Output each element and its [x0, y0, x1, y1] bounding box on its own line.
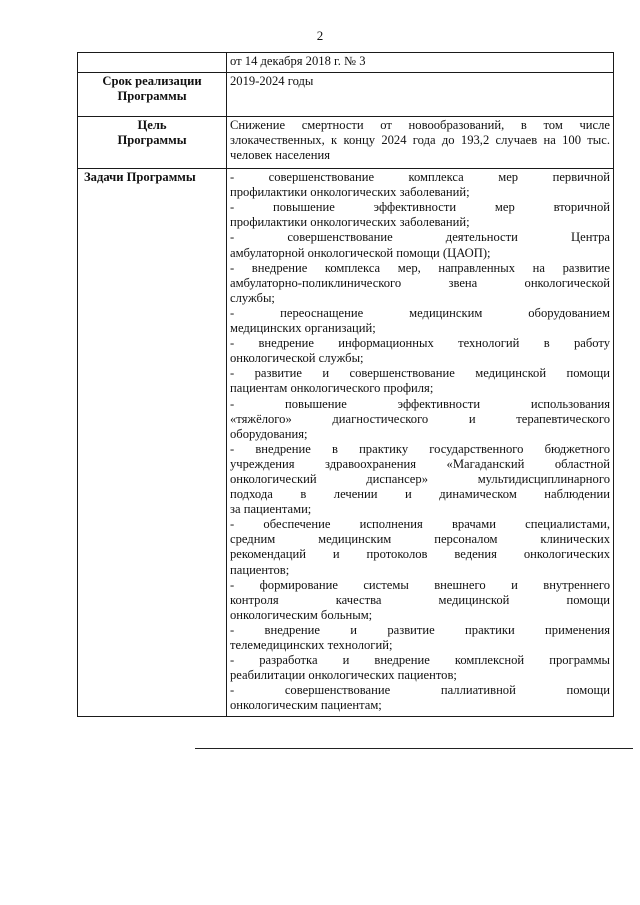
- task-line: учреждения здравоохранения «Магаданский областной: [230, 456, 610, 471]
- period-label-line2: Программы: [117, 89, 187, 104]
- task-line: службы;: [230, 290, 275, 305]
- task-line: пациентам онкологического профиля;: [230, 381, 434, 396]
- task-line: реабилитации онкологических пациентов;: [230, 668, 457, 683]
- table-row: [78, 73, 614, 117]
- task-line: подхода в лечении и динамическом наблюдении: [230, 487, 610, 502]
- period-label-line1: Срок реализации: [102, 74, 202, 89]
- task-line: - повышение эффективности использования: [230, 396, 610, 411]
- task-line: - разработка и внедрение комплексной программы: [230, 653, 610, 668]
- period-value: 2019-2024 годы: [227, 73, 614, 117]
- goal-label-line2: Программы: [117, 133, 187, 148]
- task-line: профилактики онкологических заболеваний;: [230, 215, 470, 230]
- task-line: онкологический диспансер» мультидисциплинарного: [230, 471, 610, 486]
- task-line: средним медицинским персоналом клинических: [230, 532, 610, 547]
- table-row: [78, 117, 614, 169]
- task-line: - повышение эффективности мер вторичной: [230, 200, 610, 215]
- document-reference: от 14 декабря 2018 г. № 3: [227, 53, 614, 73]
- task-line: профилактики онкологических заболеваний;: [230, 185, 470, 200]
- task-line: амбулаторной онкологической помощи (ЦАОП);: [230, 245, 491, 260]
- empty-label-cell: [78, 53, 227, 73]
- task-line: за пациентами;: [230, 502, 312, 517]
- goal-value: Снижение смертности от новообразований, в том числе злокачественных, к концу 2024 года до 193,2 случаев на 100 тыс. человек населения: [227, 117, 614, 169]
- task-line: медицинских организаций;: [230, 321, 376, 336]
- task-line: онкологической службы;: [230, 351, 364, 366]
- task-line: - обеспечение исполнения врачами специалистами,: [230, 517, 610, 532]
- program-passport-table: [77, 52, 614, 717]
- period-label: [78, 73, 227, 117]
- tasks-label: Задачи Программы: [78, 169, 227, 717]
- tasks-list: [227, 169, 614, 717]
- task-line: - переоснащение медицинским оборудованием: [230, 305, 610, 320]
- task-line: - внедрение комплекса мер, направленных на развитие: [230, 260, 610, 275]
- goal-label: [78, 117, 227, 169]
- task-line: - внедрение и развитие практики применения: [230, 622, 610, 637]
- table-row: [78, 53, 614, 73]
- task-line: пациентов;: [230, 562, 290, 577]
- task-line: - совершенствование деятельности Центра: [230, 230, 610, 245]
- task-line: «тяжёлого» диагностического и терапевтического: [230, 411, 610, 426]
- table-row: [78, 169, 614, 717]
- task-line: онкологическим пациентам;: [230, 698, 382, 713]
- task-line: онкологическим больным;: [230, 607, 373, 622]
- task-line: амбулаторно-поликлинического звена онкологической: [230, 275, 610, 290]
- task-line: - внедрение информационных технологий в работу: [230, 336, 610, 351]
- task-line: контроля качества медицинской помощи: [230, 592, 610, 607]
- page-number: 2: [316, 28, 324, 43]
- task-line: оборудования;: [230, 426, 308, 441]
- task-line: рекомендаций и протоколов ведения онкологических: [230, 547, 610, 562]
- task-line: - внедрение в практику государственного бюджетного: [230, 441, 610, 456]
- task-line: - развитие и совершенствование медицинской помощи: [230, 366, 610, 381]
- task-line: - формирование системы внешнего и внутреннего: [230, 577, 610, 592]
- bottom-rule: [195, 748, 633, 749]
- goal-label-line1: Цель: [137, 118, 167, 133]
- task-line: - совершенствование комплекса мер первичной: [230, 170, 610, 185]
- task-line: телемедицинских технологий;: [230, 638, 393, 652]
- task-line: - совершенствование паллиативной помощи: [230, 683, 610, 698]
